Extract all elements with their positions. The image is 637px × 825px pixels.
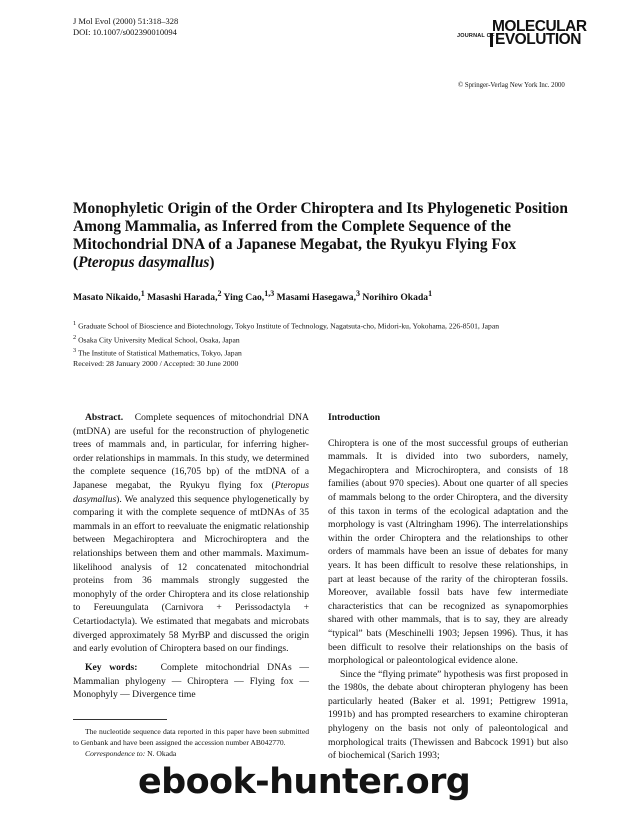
affiliation-3: $^3$ The Institute of Statistical Mathematics, Tokyo, Japan [73, 347, 242, 358]
intro-paragraph-1: Chiroptera is one of the most successful groups of eutherian mammals. It is divided into two suborders, namely, Megachiroptera and Microchiroptera, and consists of 18 families (about 970 species). About one quarter of all species of mammals belong to the order Chiroptera, and the diversity of this taxon in terms of the ecological adaptation and the morphology is vast (Altringham 1996). The interrelationships within the order Chiroptera and the relationships to other orders of mammals have been an issue of debates for many years. It has been difficult to resolve these relationships, in part at least because of the rarity of the chiropteran fossils. Moreover, available fossil bats have few intermediate characteristics that can be recognized as synapomorphies shared with other mammals, that is to say, they are already “typical” bats (Meschinelli 1903; Jepsen 1996). Thus, it has been difficult to resolve their relationships on the basis of morphological or paleontological evidence alone. [328, 437, 568, 667]
intro-paragraph-2: Since the “flying primate” hypothesis was first proposed in the 1980s, the debate about chiropteran phylogeny has been particularly heated (Baker et al. 1991; Pettigrew 1991a, 1991b) and has prompted researchers to examine chiropteran phylogeny on the basis not only of paleontological and morphological traits (Thewissen and Babcock 1991) but also of biochemical (Sarich 1993; [328, 668, 568, 762]
citation: J Mol Evol (2000) 51:318–328 [73, 16, 179, 26]
introduction-heading: Introduction [328, 412, 381, 423]
author-list: Masato Nikaido,$^1$ Masashi Harada,$^2$ Ying Cao,$^{1,3}$ Masami Hasegawa,$^3$ Norihiro Okada$^1$ [73, 289, 433, 304]
keywords-label: Key words: [85, 662, 138, 673]
watermark: ebook-hunter.org [138, 762, 471, 802]
affiliation-2: $^2$ Osaka City University Medical School, Osaka, Japan [73, 333, 240, 345]
footnote-rule [73, 719, 167, 720]
affiliation-1: $^1$ Graduate School of Bioscience and Biotechnology, Tokyo Institute of Technology, Nagatsuta-cho, Midori-ku, Yokohama, 226-8501, Japan [73, 320, 500, 331]
copyright: © Springer-Verlag New York Inc. 2000 [458, 82, 565, 89]
paper-title: Monophyletic Origin of the Order Chiroptera and Its Phylogenetic Position Among Mammalia, as Inferred from the Complete Sequence of the Mitochondrial DNA of a Japanese Megabat, the Ryukyu Flying Fox (Pteropus dasymallus) [73, 200, 568, 271]
logo-journal-of: JOURNAL OF [457, 33, 495, 39]
title-species: Pteropus dasymallus [78, 254, 210, 271]
introduction [328, 411, 568, 763]
footnote: The nucleotide sequence data reported in this paper have been submitted to Genbank and have been assigned the accession number AB042770. Correspondence to: N. Okada [73, 727, 309, 758]
received-dates: Received: 28 January 2000 / Accepted: 30 June 2000 [73, 359, 239, 368]
affiliations [73, 318, 573, 359]
logo-evolution: EVOLUTION [490, 33, 581, 47]
journal-logo [457, 18, 587, 66]
doi: DOI: 10.1007/s002390010094 [73, 26, 177, 37]
logo-molecular: MOLECULAR [492, 18, 587, 35]
running-header [73, 16, 178, 37]
keywords: Key words: Complete mitochondrial DNAs — Mammalian phylogeny — Chiroptera — Flying fox — Monophyly — Divergence time [73, 662, 309, 701]
abstract: Abstract. Complete sequences of mitochondrial DNA (mtDNA) are useful for the reconstruction of phylogenetic trees of mammals and, in particular, for inferring higher-order relationships in mammals. In this study, we determined the complete sequence (16,705 bp) of the mtDNA of a Japanese megabat, the Ryukyu flying fox (Pteropus dasymallus). We analyzed this sequence phylogenetically by comparing it with the complete sequence of mtDNAs of 35 mammals in an effort to reevaluate the enigmatic relationship between Megachiroptera and Microchiroptera and the relationships between them and other mammals. Maximum-likelihood analysis of 12 concatenated mitochondrial proteins from 36 mammals strongly suggested the monophyly of the order Chiroptera and its close relationship to Fereuungulata (Carnivora + Perissodactyla + Cetartiodactyla). We estimated that megabats and microbats diverged approximately 58 MyrBP and discussed the origin and early evolution of Chiroptera based on our findings. [73, 412, 309, 655]
abstract-label: Abstract. [85, 412, 124, 423]
